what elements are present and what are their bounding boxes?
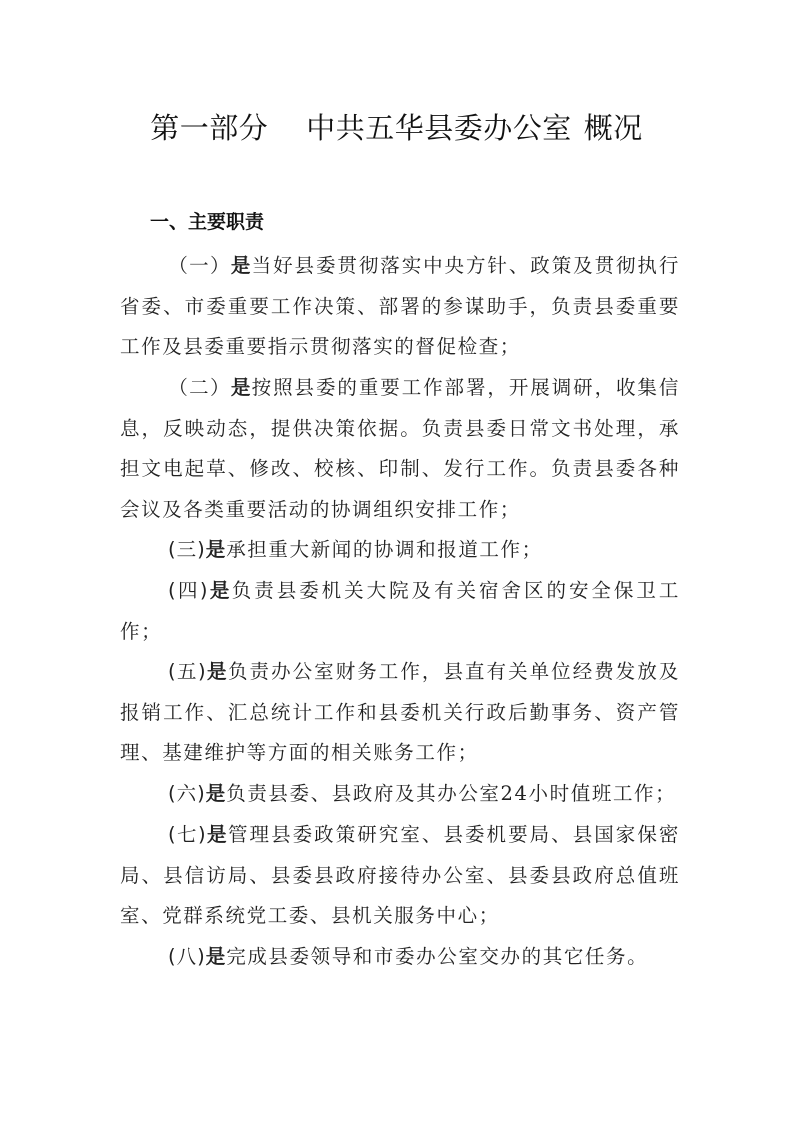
duty-paragraph (120, 571, 680, 652)
duty-number: (五) (168, 660, 207, 683)
duty-text: 当好县委贯彻落实中央方针、政策及贯彻执行省委、市委重要工作决策、部署的参谋助手，负责县委重要工作及县委重要指示贯彻落实的督促检查； (120, 254, 680, 358)
duty-text: 承担重大新闻的协调和报道工作； (226, 538, 543, 561)
title-tail: 概况 (583, 111, 643, 145)
duty-paragraph (120, 815, 680, 937)
section-heading: 一、主要职责 (150, 211, 265, 233)
duty-keyword: 是 (206, 823, 228, 846)
duty-text: 负责县委、县政府及其办公室24小时值班工作； (226, 782, 677, 805)
title-part: 第一部分 (150, 111, 269, 145)
duty-number: （二） (168, 376, 231, 399)
duty-keyword: 是 (230, 376, 252, 399)
duty-keyword: 是 (205, 945, 227, 968)
duty-keyword: 是 (205, 782, 227, 805)
duty-paragraph (120, 368, 680, 530)
page-title (0, 108, 793, 148)
duty-number: (三) (168, 538, 206, 561)
duty-keyword: 是 (205, 538, 227, 561)
duty-number: (七) (168, 823, 207, 846)
duty-text: 负责县委机关大院及有关宿舍区的安全保卫工作； (120, 579, 680, 643)
duty-paragraph (120, 246, 680, 368)
duty-number: (八) (168, 945, 206, 968)
duty-text: 按照县委的重要工作部署，开展调研，收集信息，反映动态，提供决策依据。负责县委日常文书处理，承担文电起草、修改、校核、印制、发行工作。负责县委各种会议及各类重要活动的协调组织安排工作； (120, 376, 680, 521)
duty-paragraph (120, 774, 680, 815)
duty-number: (四) (168, 579, 209, 602)
duty-keyword: 是 (208, 579, 232, 602)
duty-paragraph (120, 530, 680, 571)
title-org: 中共五华县委办公室 (306, 111, 572, 145)
duty-keyword: 是 (206, 660, 228, 683)
duty-keyword: 是 (230, 254, 252, 277)
duty-number: (六) (168, 782, 206, 805)
duty-text: 负责办公室财务工作，县直有关单位经费发放及报销工作、汇总统计工作和县委机关行政后勤事务、资产管理、基建维护等方面的相关账务工作； (120, 660, 680, 764)
duty-paragraph (120, 937, 680, 978)
duty-text: 完成县委领导和市委办公室交办的其它任务。 (226, 945, 649, 968)
duty-paragraph (120, 652, 680, 774)
duty-number: （一） (168, 254, 231, 277)
duty-text: 管理县委政策研究室、县委机要局、县国家保密局、县信访局、县委县政府接待办公室、县委县政府总值班室、党群系统党工委、县机关服务中心； (120, 823, 680, 927)
